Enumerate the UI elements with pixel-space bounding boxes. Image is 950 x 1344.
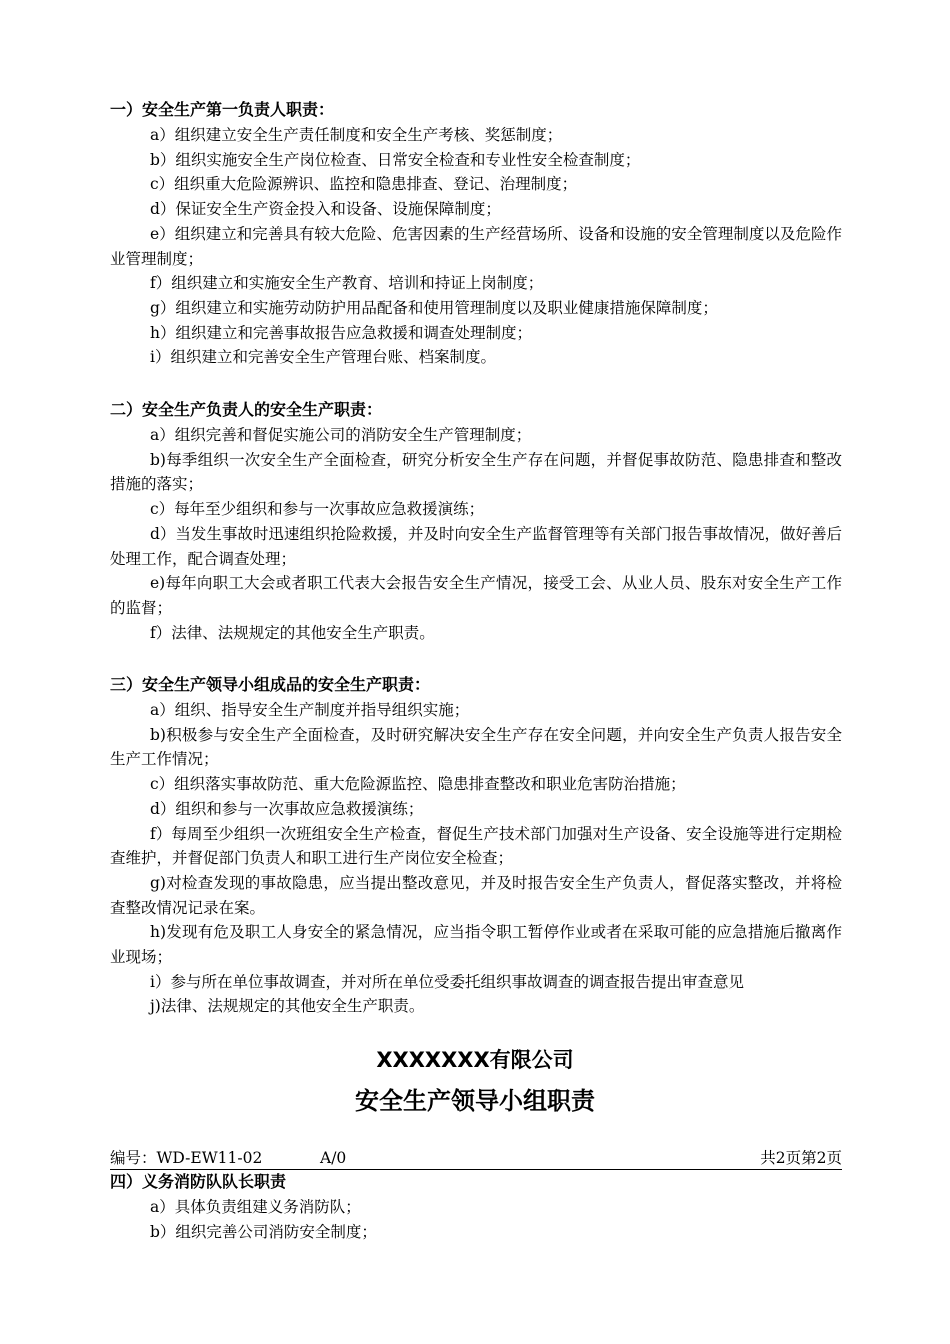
list-item: f）组织建立和实施安全生产教育、培训和持证上岗制度； <box>150 274 544 293</box>
document-title: 安全生产领导小组职责 <box>355 1087 595 1115</box>
list-item: g)对检查发现的事故隐患，应当提出整改意见，并及时报告安全生产负责人，督促落实整改，并将检查整改情况记录在案。 <box>110 873 842 917</box>
section-1-title: 一）安全生产第一负责人职责： <box>110 100 335 119</box>
list-item: e)每年向职工大会或者职工代表大会报告安全生产情况，接受工会、从业人员、股东对安全生产工作的监督； <box>110 574 842 617</box>
list-item: d）组织和参与一次事故应急救援演练； <box>150 799 424 818</box>
list-item: d）保证安全生产资金投入和设备、设施保障制度； <box>150 200 501 219</box>
list-item: c）组织落实事故防范、重大危险源监控、隐患排查整改和职业危害防治措施； <box>150 775 686 794</box>
section-4 <box>110 1172 842 1244</box>
list-item: f）法律、法规规定的其他安全生产职责。 <box>150 623 435 642</box>
list-item: h)发现有危及职工人身安全的紧急情况，应当指令职工暂停作业或者在采取可能的应急措施后撤离作业现场； <box>110 923 842 967</box>
list-item: g）组织建立和实施劳动防护用品配备和使用管理制度以及职业健康措施保障制度； <box>150 298 718 317</box>
list-item: i）参与所在单位事故调查，并对所在单位受委托组织事故调查的调查报告提出审查意见 <box>150 972 744 991</box>
company-name: XXXXXXX有限公司 <box>376 1048 574 1072</box>
section-2-title: 二）安全生产负责人的安全生产职责： <box>110 400 383 419</box>
list-item: i）组织建立和完善安全生产管理台账、档案制度。 <box>150 348 496 367</box>
list-item: a）组织建立安全生产责任制度和安全生产考核、奖惩制度； <box>150 126 563 144</box>
list-item: b)积极参与安全生产全面检查，及时研究解决安全生产存在安全问题，并向安全生产负责人报告安全生产工作情况； <box>110 725 842 769</box>
list-item: d）当发生事故时迅速组织抢险救援，并及时向安全生产监督管理等有关部门报告事故情况，做好善后处理工作，配合调查处理； <box>110 524 842 568</box>
section-2 <box>110 400 842 645</box>
list-item: b）组织完善公司消防安全制度； <box>150 1222 377 1241</box>
list-item: b）组织实施安全生产岗位检查、日常安全检查和专业性安全检查制度； <box>150 150 641 169</box>
list-item: a）具体负责组建义务消防队； <box>150 1198 361 1216</box>
list-item: h）组织建立和完善事故报告应急救援和调查处理制度； <box>150 323 532 342</box>
list-item: b)每季组织一次安全生产全面检查，研究分析安全生产存在问题，并督促事故防范、隐患排查和整改措施的落实； <box>110 450 842 494</box>
list-item: c）组织重大危险源辨识、监控和隐患排查、登记、治理制度； <box>150 175 578 194</box>
section-1 <box>110 100 842 370</box>
list-item: j)法律、法规规定的其他安全生产职责。 <box>150 997 425 1016</box>
list-item: a）组织、指导安全生产制度并指导组织实施； <box>150 701 470 719</box>
document-meta-row <box>110 1147 842 1170</box>
list-item: f）每周至少组织一次班组安全生产检查，督促生产技术部门加强对生产设备、安全设施等进行定期检查维护，并督促部门负责人和职工进行生产岗位安全检查； <box>110 824 842 868</box>
section-3-title: 三）安全生产领导小组成品的安全生产职责： <box>110 675 431 694</box>
section-3 <box>110 675 842 1019</box>
document-number: 编号：WD-EW11-02 <box>110 1149 263 1167</box>
section-4-title: 四）义务消防队队长职责 <box>110 1172 287 1191</box>
list-item: a）组织完善和督促实施公司的消防安全生产管理制度； <box>150 426 532 444</box>
list-item: e）组织建立和完善具有较大危险、危害因素的生产经营场所、设备和设施的安全管理制度以及危险作业管理制度； <box>110 224 842 268</box>
page-count: 共2页第2页 <box>760 1149 842 1167</box>
list-item: c）每年至少组织和参与一次事故应急救援演练； <box>150 500 485 519</box>
revision-number: A/0 <box>320 1149 347 1167</box>
